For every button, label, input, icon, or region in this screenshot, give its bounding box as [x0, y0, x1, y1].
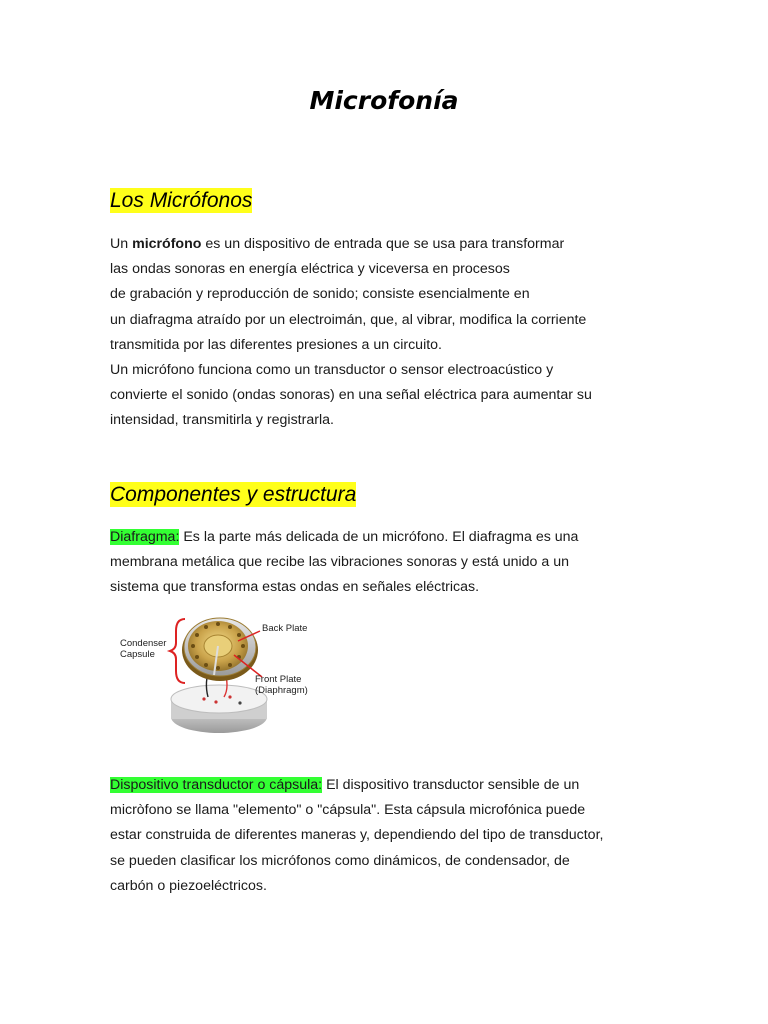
- paragraph-microfono-definition: [110, 232, 670, 434]
- section-heading-los-microfonos: Los Micrófonos: [110, 189, 253, 212]
- paragraph-transductor: [110, 773, 670, 899]
- section-heading-componentes: Componentes y estructura: [110, 483, 357, 506]
- paragraph-line: se pueden clasificar los micrófonos como dinámicos, de condensador, de: [110, 852, 570, 869]
- paragraph-line: intensidad, transmitirla y registrarla.: [110, 412, 334, 429]
- line-text: Un: [110, 236, 133, 252]
- highlighted-term-diafragma: Diafragma:: [110, 529, 180, 545]
- paragraph-line: un diafragma atraído por un electroimán, que, al vibrar, modifica la corriente: [110, 311, 587, 328]
- label-front-plate: Front Plate: [255, 674, 302, 685]
- line-text: es un dispositivo de entrada que se usa para transformar: [201, 236, 565, 252]
- condenser-capsule-image: [112, 607, 322, 737]
- paragraph-line: [110, 773, 670, 798]
- paragraph-line: micròfono se llama "elemento" o "cápsula". Esta cápsula microfónica puede: [110, 802, 586, 819]
- paragraph-line: las ondas sonoras en energía eléctrica y viceversa en procesos: [110, 261, 510, 278]
- label-back-plate: Back Plate: [262, 623, 308, 634]
- paragraph-diafragma: [110, 525, 670, 601]
- paragraph-line: [110, 525, 670, 550]
- line-text: Es la parte más delicada de un micrófono. El diafragma es una: [179, 529, 579, 545]
- label-capsule: Capsule: [120, 649, 155, 660]
- label-diaphragm: (Diaphragm): [255, 685, 308, 696]
- paragraph-line: [110, 232, 670, 257]
- label-condenser: Condenser: [120, 638, 167, 649]
- paragraph-line: carbón o piezoeléctricos.: [110, 877, 267, 894]
- paragraph-line: Un micrófono funciona como un transductor o sensor electroacústico y: [110, 361, 554, 378]
- line-text: El dispositivo transductor sensible de un: [322, 777, 580, 793]
- bold-term-microfono: micrófono: [132, 236, 202, 252]
- document-title: Microfonía: [309, 86, 459, 115]
- paragraph-line: transmitida por las diferentes presiones a un circuito.: [110, 336, 442, 353]
- paragraph-line: convierte el sonido (ondas sonoras) en una señal eléctrica para aumentar su: [110, 387, 592, 404]
- paragraph-line: estar construida de diferentes maneras y, dependiendo del tipo de transductor,: [110, 827, 604, 844]
- highlighted-term-transductor: Dispositivo transductor o cápsula:: [110, 777, 323, 793]
- paragraph-line: sistema que transforma estas ondas en señales eléctricas.: [110, 579, 480, 596]
- paragraph-line: membrana metálica que recibe las vibraciones sonoras y está unido a un: [110, 554, 569, 571]
- paragraph-line: de grabación y reproducción de sonido; consiste esencialmente en: [110, 286, 530, 303]
